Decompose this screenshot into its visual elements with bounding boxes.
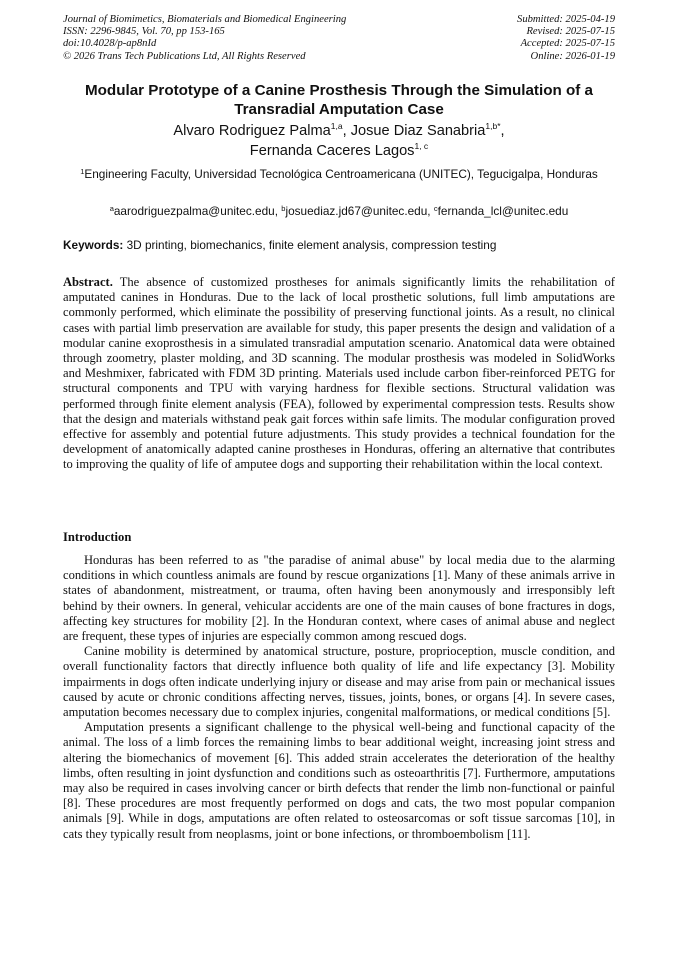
author-name: Josue Diaz Sanabria <box>350 123 486 139</box>
keywords-label: Keywords: <box>63 238 124 252</box>
affiliation-text: Engineering Faculty, Universidad Tecnológica Centroamericana (UNITEC), Tegucigalpa, Honduras <box>84 167 598 181</box>
email-link[interactable]: aarodriguezpalma@unitec.edu, <box>113 204 282 218</box>
paragraph: Honduras has been referred to as "the paradise of animal abuse" by local media due to the alarming conditions in which countless animals are found by rescue organizations [1]. Many of these animals arrive in states of abandonment, mistreatment, or trauma, often having been anonymously and irresponsibly left behind by their owners. In general, vehicular accidents are one of the main causes of bone fractures in dogs, affecting key structures for mobility [2]. In the Honduran context, where cases of animal abuse and neglect are frequent, these types of injuries are especially common among rescued dogs. <box>63 553 615 644</box>
online-date: Online: 2026-01-19 <box>530 50 615 62</box>
affiliation <box>80 167 598 183</box>
abstract <box>63 275 615 473</box>
author-list <box>60 122 618 161</box>
journal-header-right <box>517 14 615 63</box>
author-name: Fernanda Caceres Lagos <box>249 142 415 159</box>
keywords-text: 3D printing, biomechanics, finite element analysis, compression testing <box>123 238 497 252</box>
abstract-text: The absence of customized prostheses for animals significantly limits the rehabilitation of amputated canines in Honduras. Due to the lack of local prosthetic solutions, full limb amputations are commonly performed, which eliminate the possibility of preserving functional joints. As a result, no clinical cases with partial limb preservation are available for study, this paper presents the design and validation of a modular canine exoprosthesis in a simulated transradial amputation scenario. Anatomical data were obtained through zoometry, plaster molding, and 3D scanning. The modular prosthesis was modeled in SolidWorks and Meshmixer, fabricated with FDM 3D printing. Materials used include carbon fiber-reinforced PETG for structural components and TPU with varying hardness for flexible sections. Structural validation was performed through finite element analysis (FEA), followed by experimental compression tests. Results show that the design and materials withstand peak gait forces within safe limits. The modular configuration proved effective for assembly and potential future adjustments. This study provides a technical foundation for the development of anatomically adapted canine prostheses in Honduras, offering an alternative that contributes to improving the quality of life of amputee dogs and supporting their rehabilitation within the local context. <box>63 275 615 472</box>
journal-header-left <box>63 14 346 63</box>
revised-date: Revised: 2025-07-15 <box>526 26 615 38</box>
author-separator: , <box>342 123 351 139</box>
accepted-date: Accepted: 2025-07-15 <box>520 38 615 50</box>
email-link[interactable]: fernanda_lcl@unitec.edu <box>437 204 569 218</box>
copyright: © 2026 Trans Tech Publications Ltd, All Rights Reserved <box>63 50 306 62</box>
abstract-label: Abstract. <box>63 275 113 289</box>
author-affil-sup: 1,b* <box>485 121 501 131</box>
email-list <box>60 204 618 219</box>
paper-title: Modular Prototype of a Canine Prosthesis Through the Simulation of a Transradial Amputation Case <box>85 82 593 118</box>
journal-issn: ISSN: 2296-9845, Vol. 70, pp 153-165 <box>63 26 225 38</box>
keywords <box>63 238 623 253</box>
section-heading-introduction: Introduction <box>63 530 132 544</box>
paragraph: Amputation presents a significant challenge to the physical well-being and functional capacity of the animal. The loss of a limb forces the remaining limbs to bear additional weight, increasing joint stress and altering the biomechanics of movement [6]. This added strain accelerates the deterioration of the healthy limbs, often resulting in joint dysfunction and conditions such as osteoarthritis [7]. Furthermore, amputations may also be required in cases involving cancer or birth defects that render the limb non-functional or painful [8]. These procedures are most frequently performed on dogs and cats, the two most popular companion animals [9]. While in dogs, amputations are often related to osteosarcomas or soft tissue sarcomas [10], in cats they typically result from neoplasms, joint or bone infections, or thromboembolism [11]. <box>63 720 615 841</box>
email-link[interactable]: josuediaz.jd67@unitec.edu, <box>285 204 434 218</box>
email-sup: a <box>109 204 114 213</box>
paragraph: Canine mobility is determined by anatomical structure, posture, proprioception, muscle condition, and overall functionality factors that directly influence both quality of life and life expectancy [3]. Mobility impairments in dogs often indicate underlying injury or disease and may arise from pain or mechanical issues caused by acute or chronic conditions affecting nerves, tissues, joints, bones, or organs [4]. In severe cases, amputation becomes necessary due to complex injuries, congenital malformations, or medical conditions [5]. <box>63 644 615 720</box>
affiliation-sup: 1 <box>80 167 85 176</box>
author-affil-sup: 1, c <box>414 140 429 151</box>
journal-name: Journal of Biomimetics, Biomaterials and Biomedical Engineering <box>63 14 347 25</box>
author-name: Alvaro Rodriguez Palma <box>173 123 331 139</box>
doi-link[interactable]: doi:10.4028/p-ap8nId <box>63 38 157 50</box>
email-sup: c <box>433 204 438 213</box>
author-separator: , <box>500 123 505 139</box>
email-sup: b <box>281 204 286 213</box>
submitted-date: Submitted: 2025-04-19 <box>517 14 615 25</box>
author-affil-sup: 1,a <box>330 121 343 131</box>
introduction-body <box>63 553 615 842</box>
